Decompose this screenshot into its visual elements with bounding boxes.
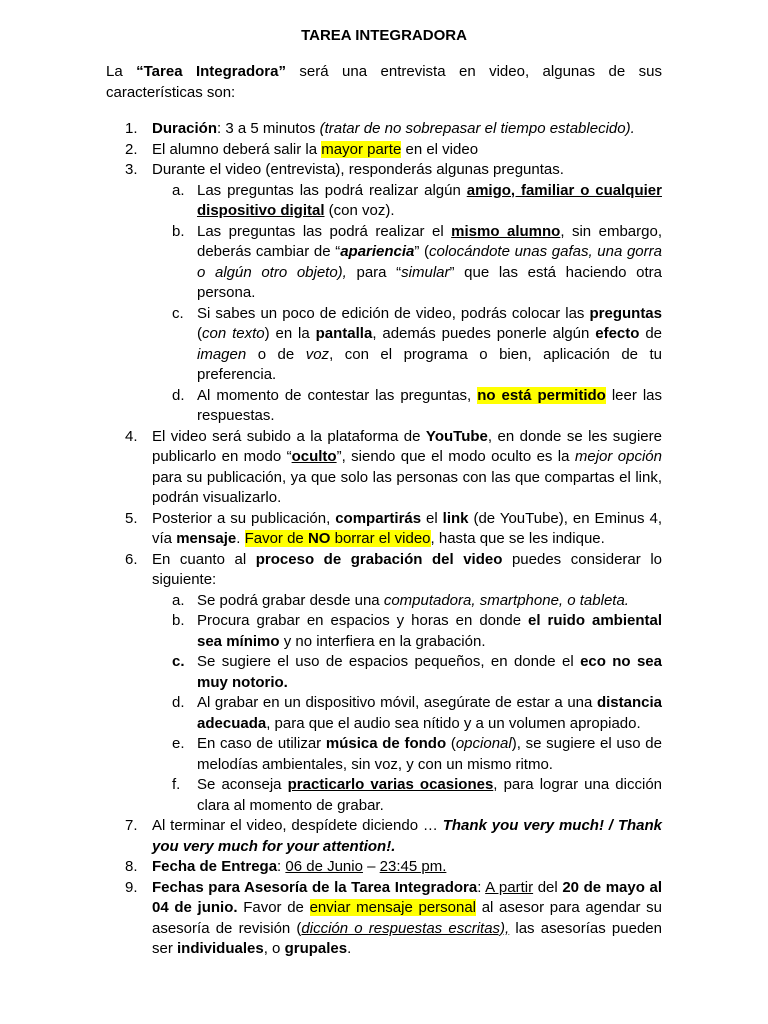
item-emphasis: link bbox=[442, 509, 469, 527]
item-text: . bbox=[347, 940, 352, 957]
list-item-fecha-entrega bbox=[125, 857, 662, 878]
item-text: A partir bbox=[485, 878, 534, 896]
item-text: : bbox=[477, 878, 486, 896]
item-text: de bbox=[639, 325, 663, 342]
sub-letter: e. bbox=[172, 735, 185, 752]
intro-emphasis: “Tarea Integradora” bbox=[136, 63, 286, 80]
item-text: , hasta que se les indique. bbox=[430, 530, 605, 547]
sublist-item-6e bbox=[172, 734, 662, 775]
item-text: En cuanto al bbox=[152, 550, 256, 568]
sub-letter: c. bbox=[172, 304, 184, 322]
item-text: Favor de bbox=[237, 899, 310, 916]
sublist-item-6b bbox=[172, 611, 662, 652]
item-emphasis: grupales bbox=[284, 940, 348, 957]
highlighted-text: Favor de bbox=[244, 530, 308, 547]
list-item-preguntas bbox=[125, 160, 662, 181]
item-text: del bbox=[533, 878, 563, 896]
sub-letter: a. bbox=[172, 591, 185, 609]
item-number: 6. bbox=[125, 550, 138, 568]
list-item-alumno bbox=[125, 140, 662, 161]
sublist-item-6d bbox=[172, 693, 662, 734]
item-text: , para que el audio sea nítido y a un volumen apropiado. bbox=[266, 714, 641, 732]
item-emphasis: 20 de mayo al 04 de junio. bbox=[152, 878, 662, 916]
item-emphasis: pantalla bbox=[315, 325, 373, 342]
item-number: 3. bbox=[125, 161, 138, 178]
item-text: En caso de utilizar bbox=[197, 735, 326, 752]
intro-text: La bbox=[106, 63, 137, 80]
sublist-item-6f bbox=[172, 775, 662, 816]
item-number: 8. bbox=[125, 858, 138, 875]
sublist-item-3a bbox=[172, 181, 662, 222]
item-text: ) en la bbox=[264, 325, 316, 342]
sub-letter: f. bbox=[172, 776, 181, 793]
item-text: Las preguntas las podrá realizar el bbox=[197, 222, 452, 240]
item-text: en el video bbox=[401, 140, 479, 158]
list-item-grabacion bbox=[125, 550, 662, 591]
sublist-item-3d bbox=[172, 386, 662, 427]
item-emphasis: mismo alumno bbox=[451, 222, 561, 240]
item-note: dicción o respuestas escritas), bbox=[301, 919, 510, 937]
date-text: 06 de Junio bbox=[285, 858, 363, 875]
list-item-youtube bbox=[125, 427, 662, 509]
sub-letter: c. bbox=[172, 653, 185, 670]
item-text: Se sugiere el uso de espacios pequeños, en donde el bbox=[197, 653, 581, 670]
list-item-compartir bbox=[125, 509, 662, 550]
item-note: mejor opción bbox=[574, 448, 662, 465]
item-text: para “ bbox=[346, 263, 402, 281]
item-text: las asesorías pueden ser bbox=[152, 919, 662, 957]
item-note: (tratar de no sobrepasar el tiempo establecido). bbox=[319, 120, 635, 137]
item-number: 4. bbox=[125, 427, 138, 445]
item-label: Fecha de Entrega bbox=[152, 858, 278, 875]
highlighted-text: borrar el video bbox=[330, 530, 431, 547]
item-text: , sin embargo, deberás cambiar de “ bbox=[197, 222, 662, 260]
item-text: ), se sugiere el uso de melodías ambientales, sin voz, y con un mismo ritmo. bbox=[197, 735, 662, 773]
item-text: , con el programa o bien, aplicación de tu preferencia. bbox=[197, 345, 663, 383]
item-text: Durante el video (entrevista), responderás algunas preguntas. bbox=[152, 161, 564, 178]
intro-paragraph bbox=[106, 62, 662, 103]
item-emphasis: YouTube bbox=[425, 427, 488, 445]
item-text: Si sabes un poco de edición de video, podrás colocar las bbox=[197, 304, 590, 322]
item-note: con texto bbox=[202, 325, 265, 342]
item-text: , además puedes ponerle algún bbox=[372, 325, 596, 342]
item-text: Al terminar el video, despídete diciendo … bbox=[152, 817, 443, 834]
sub-letter: d. bbox=[172, 694, 185, 711]
item-emphasis: eco no sea muy notorio. bbox=[197, 653, 662, 691]
item-text: ( bbox=[197, 325, 202, 342]
item-text: Posterior a su publicación, bbox=[152, 509, 336, 527]
item-text: ” ( bbox=[414, 243, 430, 260]
item-note: colocándote unas gafas, una gorra o algún otro objeto), bbox=[197, 243, 662, 281]
time-text: 23:45 pm. bbox=[379, 858, 447, 875]
item-text: : bbox=[277, 858, 286, 875]
item-emphasis: distancia adecuada bbox=[197, 694, 662, 732]
item-number: 7. bbox=[125, 817, 138, 834]
item-note: opcional bbox=[455, 735, 512, 752]
sublist-item-3c bbox=[172, 304, 663, 386]
list-item-duracion bbox=[125, 119, 662, 140]
item-emphasis: proceso de grabación del video bbox=[255, 550, 503, 568]
item-note: computadora, smartphone, o tableta. bbox=[383, 591, 629, 609]
item-label: Fechas para Asesoría de la Tarea Integradora bbox=[152, 878, 478, 896]
item-emphasis: individuales bbox=[177, 940, 264, 957]
item-emphasis: Thank you very much! / Thank you very much for your attention!. bbox=[152, 817, 662, 855]
item-emphasis: amigo, familiar o cualquier dispositivo digital bbox=[197, 181, 662, 219]
item-text: , o bbox=[263, 940, 285, 957]
item-emphasis: mensaje bbox=[176, 530, 237, 547]
item-emphasis: el ruido ambiental sea mínimo bbox=[197, 612, 662, 650]
item-number: 5. bbox=[125, 509, 138, 527]
list-item-asesoria bbox=[125, 878, 662, 960]
highlighted-text: no está permitido bbox=[477, 386, 606, 404]
item-emphasis: preguntas bbox=[589, 304, 662, 322]
item-emphasis: efecto bbox=[595, 325, 640, 342]
item-number: 1. bbox=[125, 120, 138, 137]
item-text: y no interfiera en la grabación. bbox=[279, 632, 486, 650]
item-number: 9. bbox=[125, 878, 138, 896]
highlighted-text: NO bbox=[307, 530, 331, 547]
intro-text: será una entrevista en video, algunas de sus características son: bbox=[106, 63, 662, 101]
item-text: leer las respuestas. bbox=[197, 386, 662, 424]
item-emphasis: música de fondo bbox=[325, 735, 447, 752]
item-text: Al grabar en un dispositivo móvil, asegúrate de estar a una bbox=[197, 694, 597, 711]
sublist-item-3b bbox=[172, 222, 663, 304]
item-label: Duración bbox=[152, 120, 218, 137]
item-text: – bbox=[362, 858, 380, 875]
sub-letter: a. bbox=[172, 181, 185, 199]
item-text: Se aconseja bbox=[197, 776, 288, 793]
item-text: , en donde se les sugiere publicarlo en modo “ bbox=[152, 427, 662, 465]
item-emphasis: apariencia bbox=[340, 243, 415, 260]
item-text: al asesor para agendar su asesoría de revisión ( bbox=[152, 899, 662, 937]
item-text: El video será subido a la plataforma de bbox=[152, 427, 426, 445]
item-text: El alumno deberá salir la bbox=[152, 140, 322, 158]
item-text: . bbox=[236, 530, 245, 547]
highlighted-text: mayor parte bbox=[321, 140, 402, 158]
item-emphasis: compartirás bbox=[335, 509, 422, 527]
sub-letter: d. bbox=[172, 386, 185, 404]
item-note: imagen bbox=[197, 345, 247, 363]
item-note: voz bbox=[305, 345, 330, 363]
item-text: Se podrá grabar desde una bbox=[197, 591, 384, 609]
item-number: 2. bbox=[125, 140, 138, 158]
sub-letter: b. bbox=[172, 222, 185, 240]
sub-letter: b. bbox=[172, 612, 185, 629]
item-text: Procura grabar en espacios y horas en donde bbox=[197, 612, 529, 629]
item-text: puedes considerar lo siguiente: bbox=[152, 550, 662, 588]
item-text: Al momento de contestar las preguntas, bbox=[197, 386, 478, 404]
item-text: : 3 a 5 minutos bbox=[217, 120, 320, 137]
item-text: o de bbox=[246, 345, 306, 363]
item-text: ” que las está haciendo otra persona. bbox=[197, 263, 663, 301]
list-item-despedida bbox=[125, 816, 662, 857]
item-text: , para lograr una dicción clara al momento de grabar. bbox=[197, 776, 662, 814]
item-text: para su publicación, ya que solo las personas con las que compartas el link, podrán visualizarlo. bbox=[152, 468, 662, 506]
item-text: (con voz). bbox=[324, 202, 395, 219]
item-emphasis: oculto bbox=[291, 448, 337, 465]
numbered-list bbox=[125, 119, 663, 960]
item-text: (de YouTube), en Eminus 4, vía bbox=[152, 509, 662, 547]
sublist-item-6c bbox=[172, 652, 662, 693]
item-text: ”, siendo que el modo oculto es la bbox=[336, 448, 575, 465]
item-text: ( bbox=[446, 735, 456, 752]
sublist-item-6a bbox=[172, 591, 662, 612]
item-text: Las preguntas las podrá realizar algún bbox=[197, 181, 467, 199]
item-text: el bbox=[421, 509, 443, 527]
item-note: simular bbox=[401, 263, 450, 281]
highlighted-text: enviar mensaje personal bbox=[309, 899, 477, 916]
document-title: TAREA INTEGRADORA bbox=[301, 27, 467, 44]
item-emphasis: practicarlo varias ocasiones bbox=[287, 776, 494, 793]
